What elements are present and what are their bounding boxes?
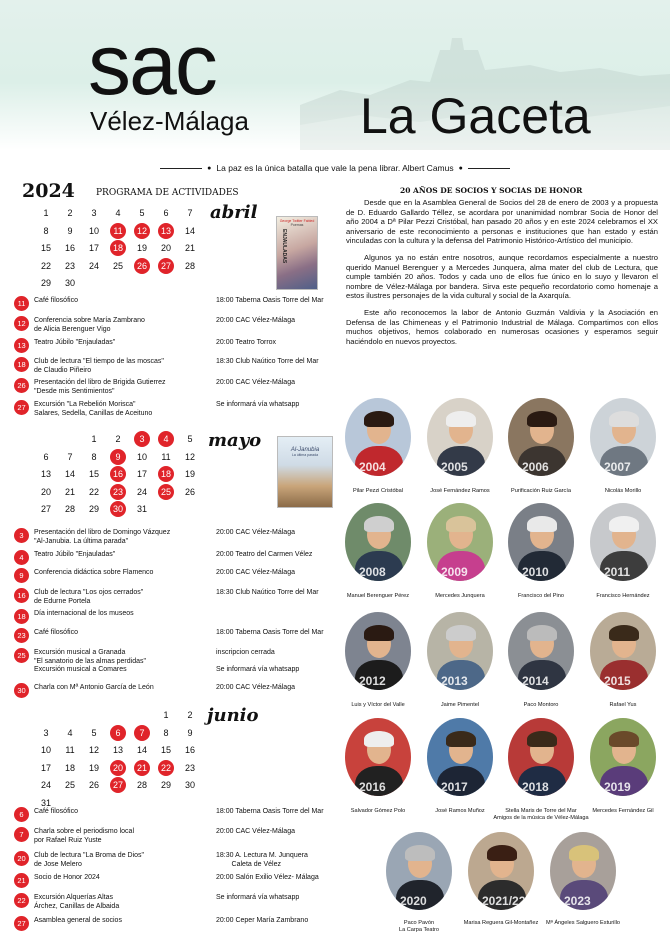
calendar-day: 29 [88, 504, 99, 514]
event-title: Charla sobre el periodismo local por Rafael Ruiz Yuste [34, 828, 134, 844]
calendar-day: 12 [88, 745, 99, 755]
honoree-photo [386, 832, 452, 910]
calendar-day: 19 [184, 469, 195, 479]
calendar-day: 25 [64, 780, 75, 790]
honoree-photo [345, 398, 411, 476]
calendar-day-highlighted: 7 [130, 725, 154, 741]
honoree-name: Marisa Reguera Gil-Montañez [463, 920, 539, 926]
calendar-day-highlighted: 13 [154, 223, 178, 239]
honoree-year: 2016 [359, 780, 386, 794]
calendar-day: 20 [40, 486, 51, 497]
event-venue: 20:00 CAC Vélez-Málaga [216, 529, 295, 536]
event-venue: Se informará vía whatsapp [216, 401, 300, 408]
photo-hair [527, 625, 557, 641]
calendar-day: 22 [88, 486, 99, 497]
photo-hair [446, 731, 476, 747]
honoree-photo [427, 503, 493, 581]
calendar-day-highlighted: 30 [106, 501, 130, 517]
calendar-day: 28 [184, 260, 195, 271]
event-venue: 20:00 CAC Vélez-Málaga [216, 317, 295, 324]
event-venue: 18:30 Club Naútico Torre del Mar [216, 358, 319, 365]
honoree-photo [550, 832, 616, 910]
event-venue: 18:00 Taberna Oasis Torre del Mar [216, 297, 324, 304]
event-venue: 20:00 Teatro del Carmen Vélez [216, 551, 313, 558]
honoree-photo [590, 503, 656, 581]
calendar-day: 31 [40, 797, 51, 808]
event-venue: 20:00 Teatro Torrox [216, 339, 277, 346]
calendar-day: 1 [43, 208, 49, 218]
book-author: George Twitter Fabled [279, 219, 315, 223]
calendar-day: 6 [43, 451, 49, 462]
event-title: Excursión musical a Granada "El sanatorio de las almas perdidas" Excursión musical a Comares [34, 649, 146, 673]
honoree-name: Manuel Berenguer Pérez [346, 593, 410, 599]
calendar-day: 1 [91, 434, 97, 444]
photo-hair [487, 845, 517, 861]
event-venue: 20:00 CAC Vélez-Málaga [216, 828, 295, 835]
honoree-year: 2008 [359, 565, 386, 579]
honoree-photo [590, 398, 656, 476]
honoree-year: 2019 [604, 780, 631, 794]
honoree-year: 2005 [441, 460, 468, 474]
photo-hair [609, 731, 639, 747]
honoree-photo [427, 612, 493, 690]
honoree-name: Rafael Yus [609, 702, 637, 708]
calendar-day: 2 [187, 710, 193, 720]
book-title: ENJAULADAS [281, 229, 287, 264]
calendar-day: 19 [88, 762, 99, 773]
calendar-day: 17 [40, 762, 51, 773]
event-title: Café filosófico [34, 297, 78, 304]
event-title: Presentación del libro de Brigida Gutierrez "Desde mis Sentimientos" [34, 379, 166, 395]
calendar-day-highlighted: 27 [154, 258, 178, 274]
calendar-day: 9 [187, 727, 193, 738]
honoree-name: Mª Ángeles Salguero Esturillo [546, 920, 620, 926]
event-day-badge: 9 [14, 568, 29, 583]
sac-logo: sac [88, 17, 216, 113]
honoree-photo [468, 832, 534, 910]
calendar-day: 21 [64, 486, 75, 497]
book-title: Al-Janubia [290, 447, 320, 453]
calendar-day: 13 [112, 745, 123, 755]
calendar-day: 2 [115, 434, 121, 444]
honoree-name: Pilar Pezzi Cristóbal [352, 488, 404, 494]
calendar-day: 29 [160, 780, 171, 790]
article-paragraph: Desde que en la Asamblea General de Socios del 28 de enero de 2003 y a propuesta de D. Eduardo Gallardo Téllez, se acordara por unanimidad nombrar Socia de Honor del año 2004 a Dª Pilar Pezzi Cristóbal, han pasado 20 años y en este 2024 celebramos el XX aniversario de este reconocimiento a personas e instituciones que han estado y están vinculadas con la cultura y la defensa del Patrimonio Histórico-Artístico del municipio. [346, 198, 658, 246]
article-paragraph: Este año reconocemos la labor de Antonio Guzmán Valdivia y la Asociación en Defensa de las Chimeneas y el Patrimonio Industrial de Málaga. Compartimos con ellos muchos objetivos, hemos colaborado en numerosas ocasiones y esperamos seguir haciéndolo en nuevos proyectos. [346, 307, 658, 346]
event-title: Club de lectura "La Broma de Dios" de Jose Melero [34, 852, 145, 868]
event-day-badge: 27 [14, 400, 29, 415]
honoree-photo [427, 718, 493, 796]
honoree-year: 2021/22 [482, 894, 526, 908]
calendar-day: 19 [136, 243, 147, 253]
event-day-badge: 6 [14, 807, 29, 822]
event-title: Teatro Júbilo "Enjauladas" [34, 339, 116, 346]
event-title: Charla con Mª Antonio García de León [34, 684, 154, 691]
photo-hair [446, 411, 476, 427]
calendar-day: 14 [184, 225, 195, 236]
honoree-year: 2006 [522, 460, 549, 474]
honoree-year: 2014 [522, 674, 549, 688]
event-day-badge: 11 [14, 296, 29, 311]
event-venue: 20:00 Ceper María Zambrano [216, 917, 309, 924]
article-title: 20 AÑOS DE SOCIOS Y SOCIAS DE HONOR [400, 186, 583, 195]
book-cover-al-janubia [277, 436, 333, 508]
event-day-badge: 22 [14, 893, 29, 908]
event-day-badge: 12 [14, 316, 29, 331]
honoree-photo [508, 612, 574, 690]
calendar-day: 17 [88, 243, 99, 253]
month-title-junio: junio [207, 705, 259, 726]
calendar-day: 18 [64, 762, 75, 773]
honoree-name: Mercedes Junquera [435, 593, 485, 599]
photo-hair [364, 516, 394, 532]
honoree-photo [590, 718, 656, 796]
event-title: Asamblea general de socios [34, 917, 122, 924]
event-venue: 18:30 A. Lectura M. Junquera Caleta de Vélez [216, 852, 308, 868]
honoree-year: 2018 [522, 780, 549, 794]
event-day-badge: 16 [14, 588, 29, 603]
event-day-badge: 25 [14, 648, 29, 663]
event-title: Presentación del libro de Domingo Vázquez "Al-Janubia. La última parada" [34, 529, 171, 545]
photo-hair [609, 625, 639, 641]
event-day-badge: 4 [14, 550, 29, 565]
photo-hair [364, 411, 394, 427]
divider-right [468, 168, 510, 169]
photo-hair [364, 625, 394, 641]
event-title: Conferencia sobre María Zambrano de Alicia Berenguer Vigo [34, 317, 145, 333]
calendar-day: 6 [163, 208, 169, 218]
photo-hair [609, 411, 639, 427]
calendar-day-highlighted: 4 [154, 431, 178, 447]
calendar-day-highlighted: 16 [106, 466, 130, 482]
calendar-day: 21 [184, 243, 195, 253]
honoree-photo [590, 612, 656, 690]
tagline: La paz es la única batalla que vale la pena librar. Albert Camus [216, 163, 454, 173]
calendar-day: 5 [139, 208, 145, 218]
honoree-photo [345, 612, 411, 690]
calendar-day: 22 [40, 260, 51, 271]
calendar-day: 10 [88, 225, 99, 236]
divider-left [160, 168, 202, 169]
calendar-day-highlighted: 26 [130, 258, 154, 274]
honoree-name: Francisco del Pino [517, 593, 564, 599]
photo-hair [446, 516, 476, 532]
photo-hair [405, 845, 435, 861]
honoree-name: José Ramos Muñoz [435, 808, 485, 814]
calendar-day-highlighted: 27 [106, 777, 130, 793]
calendar-day: 17 [136, 469, 147, 479]
calendar-day: 8 [43, 225, 49, 236]
honoree-year: 2012 [359, 674, 386, 688]
calendar-day: 26 [184, 486, 195, 497]
event-title: Club de lectura "El tiempo de las moscas" de Claudio Piñeiro [34, 358, 164, 374]
honoree-year: 2010 [522, 565, 549, 579]
event-day-badge: 13 [14, 338, 29, 353]
calendar-day: 30 [184, 780, 195, 790]
bullet-icon: ● [458, 164, 463, 172]
event-venue: inscripcion cerrada Se informará vía whatsapp [216, 649, 300, 673]
honoree-name: Paco Pavón La Carpa Teatro [398, 920, 439, 933]
honoree-name: Paco Montoro [523, 702, 559, 708]
calendar-day-highlighted: 6 [106, 725, 130, 741]
event-title: Socio de Honor 2024 [34, 874, 100, 881]
tagline-bar [160, 161, 510, 175]
honoree-year: 2004 [359, 460, 386, 474]
honoree-year: 2023 [564, 894, 591, 908]
month-title-abril: abril [210, 202, 258, 223]
month-title-mayo: mayo [208, 430, 262, 451]
event-day-badge: 30 [14, 683, 29, 698]
photo-hair [446, 625, 476, 641]
calendar-day: 7 [67, 451, 73, 462]
calendar-day: 29 [40, 278, 51, 288]
calendar-day: 4 [115, 208, 121, 218]
event-venue: 20:00 Salón Exilio Vélez- Málaga [216, 874, 319, 881]
calendar-day: 11 [161, 451, 171, 462]
event-title: Excursión "La Rebelión Morisca" Salares, Sedella, Canillas de Aceituno [34, 401, 153, 417]
honoree-photo [345, 718, 411, 796]
calendar-day: 23 [184, 762, 195, 773]
bullet-icon: ● [207, 164, 212, 172]
honoree-year: 2017 [441, 780, 468, 794]
photo-hair [527, 411, 557, 427]
event-day-badge: 18 [14, 357, 29, 372]
calendar-day: 15 [88, 469, 99, 479]
calendar-day: 3 [91, 208, 97, 218]
calendar-day: 28 [64, 504, 75, 514]
calendar-day: 14 [136, 745, 147, 755]
calendar-day: 5 [91, 727, 97, 738]
event-day-badge: 20 [14, 851, 29, 866]
calendar-day: 24 [40, 780, 51, 790]
event-venue: 20:00 CAC Vélez-Málaga [216, 569, 295, 576]
calendar-day: 15 [160, 745, 171, 755]
calendar-day-highlighted: 12 [130, 223, 154, 239]
honoree-year: 2015 [604, 674, 631, 688]
event-venue: 20:00 CAC Vélez-Málaga [216, 379, 295, 386]
calendar-day: 13 [40, 469, 51, 479]
honoree-name: Jaime Pimentel [440, 702, 480, 708]
calendar-day: 30 [64, 278, 75, 288]
calendar-day: 26 [88, 780, 99, 790]
event-venue: 18:00 Taberna Oasis Torre del Mar [216, 808, 324, 815]
honoree-name: Nicolás Morillo [604, 488, 642, 494]
honoree-name: Mercedes Fernández Gil [592, 808, 654, 814]
honoree-year: 2009 [441, 565, 468, 579]
event-day-badge: 23 [14, 628, 29, 643]
calendar-day: 2 [67, 208, 73, 218]
calendar-day-highlighted: 22 [154, 760, 178, 776]
calendar-day: 16 [184, 745, 195, 755]
calendar-day-highlighted: 11 [106, 223, 130, 239]
event-day-badge: 7 [14, 827, 29, 842]
honoree-name: Salvador Gómez Polo [350, 808, 406, 814]
article-paragraph: Algunos ya no están entre nosotros, aunque recordamos especialmente a nuestro querido Manuel Berenguer y a Mercedes Junquera, alma mater del club de Lectura, que cumple también 20 años. Todos y cada uno de ellos fue único en lo suyo y llevaron el nombre de Vélez-Málaga por bandera. Sirva este pequeño recordatorio como homenaje a estos ilustres personajes de la vida cultural y social de la Axarquía. [346, 252, 658, 301]
event-title: Conferencia didáctica sobre Flamenco [34, 569, 154, 576]
calendar-day: 1 [163, 710, 169, 720]
honoree-name: Francisco Hernández [596, 593, 650, 599]
calendar-day: 10 [136, 451, 147, 462]
calendar-day: 3 [43, 727, 49, 738]
calendar-day: 15 [40, 243, 51, 253]
event-venue: 18:00 Taberna Oasis Torre del Mar [216, 629, 324, 636]
honoree-photo [508, 718, 574, 796]
article-body [346, 198, 658, 353]
calendar-day: 8 [91, 451, 97, 462]
calendar-day: 8 [163, 727, 169, 738]
event-title: Club de lectura "Los ojos cerrados" de Edurne Portela [34, 589, 144, 605]
calendar-day: 10 [40, 745, 51, 755]
event-day-badge: 26 [14, 378, 29, 393]
honoree-photo [345, 503, 411, 581]
honoree-name: José Fernández Ramos [430, 488, 490, 494]
calendar-day: 27 [40, 504, 51, 514]
event-title: Excursión Alquerías Altas Árchez, Canillas de Albaida [34, 894, 120, 910]
event-day-badge: 18 [14, 609, 29, 624]
event-day-badge: 27 [14, 916, 29, 931]
calendar-day: 11 [65, 745, 75, 755]
newsletter-title: La Gaceta [360, 88, 591, 144]
calendar-day-highlighted: 3 [130, 431, 154, 447]
calendar-day-highlighted: 18 [106, 240, 130, 256]
event-title: Día internacional de los museos [34, 610, 134, 617]
book-cover-enjauladas [276, 216, 318, 290]
event-venue: 18:30 Club Naútico Torre del Mar [216, 589, 319, 596]
calendar-day: 24 [88, 260, 99, 271]
calendar-day: 20 [160, 243, 171, 253]
program-year: 2024 [22, 180, 75, 202]
honoree-photo [427, 398, 493, 476]
sac-logo-subtitle: Vélez-Málaga [90, 106, 249, 136]
photo-hair [527, 516, 557, 532]
photo-hair [364, 731, 394, 747]
event-venue: Se informará vía whatsapp [216, 894, 300, 901]
calendar-day-highlighted: 9 [106, 449, 130, 465]
program-heading: PROGRAMA DE ACTIVIDADES [96, 188, 239, 198]
calendar-day: 14 [64, 469, 75, 479]
calendar-day: 7 [187, 208, 193, 218]
calendar-day: 31 [136, 504, 147, 514]
calendar-day: 4 [67, 727, 73, 738]
event-title: Teatro Júbilo "Enjauladas" [34, 551, 116, 558]
calendar-day: 24 [136, 486, 147, 497]
event-title: Café filosófico [34, 629, 78, 636]
honoree-name: Luis y Víctor del Valle [351, 702, 405, 708]
calendar-day: 12 [184, 451, 195, 462]
photo-hair [569, 845, 599, 861]
calendar-day: 5 [187, 434, 193, 444]
honoree-name: Purificación Ruiz García [511, 488, 571, 494]
book-subtitle: Poemas [290, 223, 304, 227]
calendar-day: 16 [64, 243, 75, 253]
calendar-day: 9 [67, 225, 73, 236]
calendar-day: 28 [136, 780, 147, 790]
event-title: Café filosófico [34, 808, 78, 815]
honoree-year: 2020 [400, 894, 427, 908]
event-day-badge: 21 [14, 873, 29, 888]
honoree-year: 2007 [604, 460, 631, 474]
event-day-badge: 3 [14, 528, 29, 543]
calendar-day: 23 [64, 260, 75, 271]
photo-hair [527, 731, 557, 747]
calendar-day-highlighted: 25 [154, 484, 178, 500]
calendar-day-highlighted: 23 [106, 484, 130, 500]
honoree-year: 2011 [604, 565, 631, 579]
calendar-day: 25 [112, 260, 123, 271]
book-subtitle: La última parada [291, 453, 319, 457]
honoree-photo [508, 398, 574, 476]
calendar-day-highlighted: 21 [130, 760, 154, 776]
calendar-day-highlighted: 20 [106, 760, 130, 776]
event-venue: 20:00 CAC Vélez-Málaga [216, 684, 295, 691]
calendar-day-highlighted: 18 [154, 466, 178, 482]
photo-hair [609, 516, 639, 532]
honoree-name: Stella Maris de Torre del Mar Amigos de la música de Vélez-Málaga [493, 808, 589, 821]
honoree-photo [508, 503, 574, 581]
honoree-year: 2013 [441, 674, 468, 688]
